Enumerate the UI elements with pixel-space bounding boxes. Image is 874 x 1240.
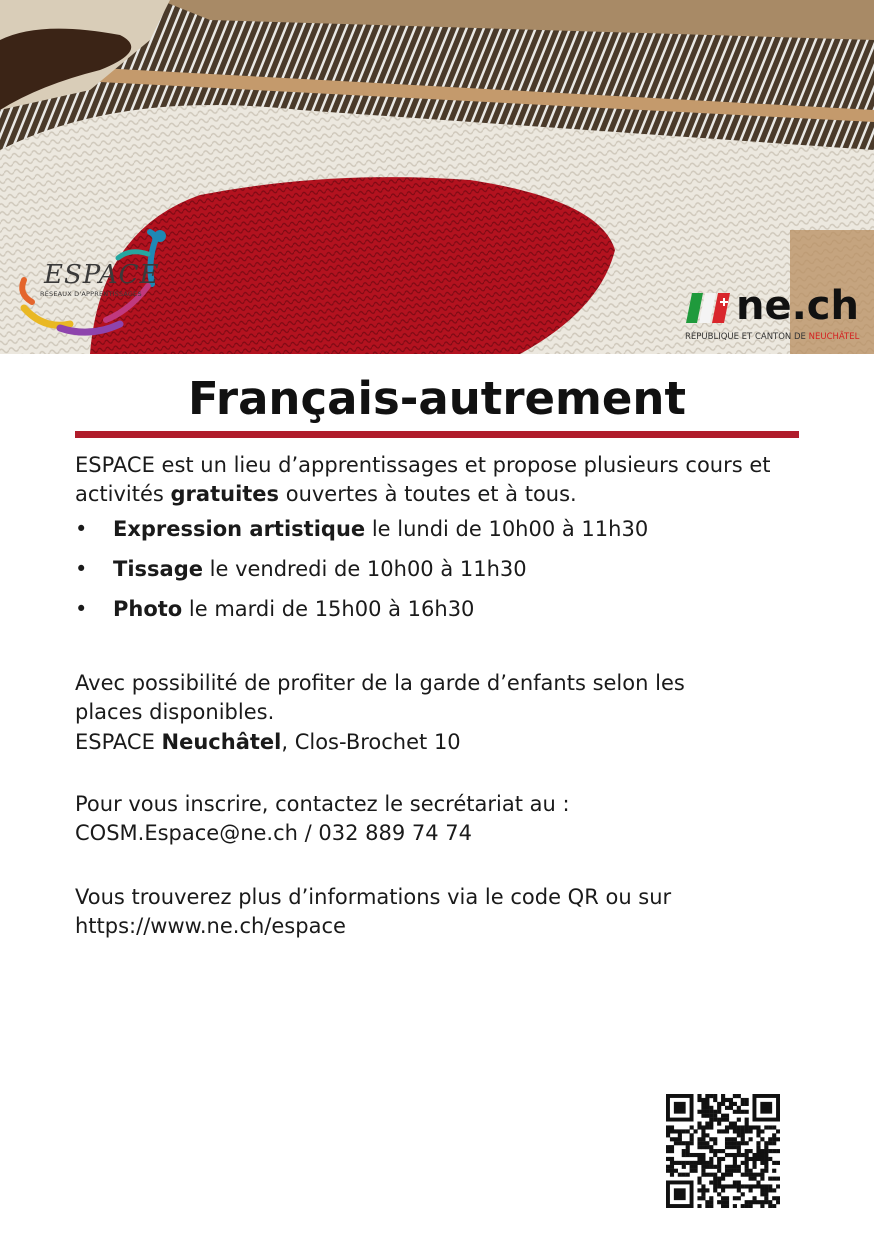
bullet: • [75, 517, 88, 541]
list-item: • Expression artistique le lundi de 10h00 à 11h30 [75, 514, 648, 554]
espace-logo-name: ESPACE [44, 260, 160, 290]
childcare-note: Avec possibilité de profiter de la garde d’enfants selon les places disponibles. [75, 671, 685, 724]
course-list [75, 514, 648, 634]
ne-ch-logo [684, 285, 869, 347]
espace-logo [10, 228, 170, 340]
list-item: • Tissage le vendredi de 10h00 à 11h30 [75, 554, 648, 594]
list-item: • Photo le mardi de 15h00 à 16h30 [75, 594, 648, 634]
title-divider [75, 431, 799, 438]
hero-photo [0, 0, 874, 354]
qr-code-icon[interactable] [666, 1094, 780, 1208]
page-title: Français-autrement [188, 372, 686, 425]
more-info [75, 883, 671, 941]
ne-ch-brand: ne.ch [736, 283, 859, 329]
website-link[interactable]: https://www.ne.ch/espace [75, 914, 346, 938]
intro-paragraph: ESPACE est un lieu d’apprentissages et propose plusieurs cours et activités gratuites ouvertes à toutes et à tous. [75, 453, 771, 506]
contact-info [75, 790, 570, 848]
contact-email-phone[interactable]: COSM.Espace@ne.ch / 032 889 74 74 [75, 821, 473, 845]
contact-line: Pour vous inscrire, contactez le secrétariat au : [75, 792, 570, 816]
bullet: • [75, 597, 88, 621]
ne-ch-tagline: RÉPUBLIQUE ET CANTON DE NEUCHÂTEL [685, 332, 860, 342]
espace-logo-subtitle: RÉSEAUX D'APPRENTISSAGES [40, 290, 142, 298]
more-info-line: Vous trouverez plus d’informations via le code QR ou sur [75, 885, 672, 909]
bullet: • [75, 557, 88, 581]
neuchatel-flag-icon [686, 293, 730, 323]
address: ESPACE Neuchâtel, Clos-Brochet 10 [75, 730, 461, 754]
